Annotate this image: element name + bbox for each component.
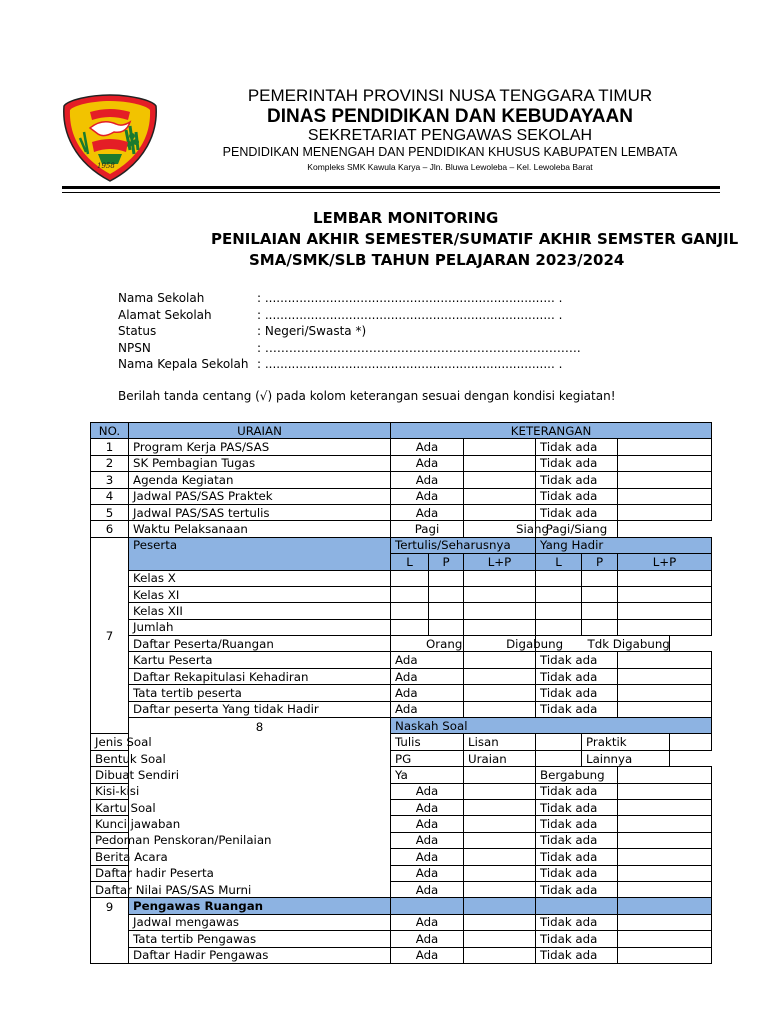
ada-label: Ada [391,816,464,832]
input-cell[interactable] [582,586,618,602]
ada-label: Ada [391,783,464,799]
row-item: Bentuk Soal [91,750,129,766]
option-lainnya: Lainnya [582,750,670,766]
table-row [91,619,712,635]
info-value: : ............................................................................ . [257,357,563,371]
option-pagi-siang: Pagi/Siang [536,521,618,537]
option-bergabung: Bergabung [536,767,618,783]
ada-checkbox-cell[interactable] [464,504,536,520]
header-keterangan: KETERANGAN [391,423,712,439]
header-hadir: Yang Hadir [536,537,712,553]
row-item: Daftar hadir Peserta [91,865,129,881]
tidak-ada-label: Tidak ada [536,488,618,504]
ada-label: Ada [391,799,464,815]
tidak-ada-label: Tidak ada [536,472,618,488]
table-row [91,701,712,717]
blank-cell [464,898,536,914]
ada-label: Ada [391,685,464,701]
header-no: NO. [91,423,129,439]
row-item: Pedoman Penskoran/Penilaian [91,832,129,848]
ada-label: Ada [391,931,464,947]
blank-cell [536,898,618,914]
info-value: : ............................................................................ . [257,307,563,322]
ada-checkbox-cell[interactable] [464,881,536,897]
input-cell[interactable] [536,586,582,602]
table-row [91,652,712,668]
table-row [91,504,712,520]
info-value: : ……………………………………………………………………. [257,340,581,355]
table-row [91,603,712,619]
ada-checkbox-cell[interactable] [464,783,536,799]
table-row [91,488,712,504]
section-naskah-soal: Naskah Soal [391,718,712,734]
row-no: 2 [91,455,129,471]
ada-checkbox-cell[interactable] [464,685,536,701]
row-no: 4 [91,488,129,504]
row-item: Kunci jawaban [91,816,129,832]
tidak-ada-label: Tidak ada [536,799,618,815]
section-peserta: Peserta [129,537,391,570]
blank-cell [391,898,464,914]
ada-label: Ada [391,701,464,717]
header-agency: DINAS PENDIDIKAN DAN KEBUDAYAAN [267,106,633,127]
ada-checkbox-cell[interactable] [464,439,536,455]
option-siang: Siang [464,521,536,537]
table-row [91,685,712,701]
header-address: Kompleks SMK Kawula Karya – Jln. Bluwa Lewoleba – Kel. Lewoleba Barat [307,162,593,172]
input-cell[interactable] [536,619,582,635]
tidak-ada-checkbox-cell[interactable] [618,816,712,832]
uraian-checkbox-cell[interactable] [536,750,582,766]
row-no: 6 [91,521,129,537]
tidak-ada-checkbox-cell[interactable] [618,455,712,471]
header-tertulis: Tertulis/Seharusnya [391,537,536,553]
table-row [91,586,712,602]
input-cell[interactable] [582,619,618,635]
tidak-ada-checkbox-cell[interactable] [618,832,712,848]
tidak-ada-label: Tidak ada [536,816,618,832]
lisan-checkbox-cell[interactable] [536,734,582,750]
ada-label: Ada [391,865,464,881]
row-item: Program Kerja PAS/SAS [129,439,391,455]
table-row [91,898,712,914]
row-item: Jadwal PAS/SAS tertulis [129,504,391,520]
input-cell[interactable] [429,570,464,586]
input-cell[interactable] [464,570,536,586]
ada-checkbox-cell[interactable] [464,652,536,668]
row-no: 3 [91,472,129,488]
ada-checkbox-cell[interactable] [464,849,536,865]
input-cell[interactable] [618,586,712,602]
ada-checkbox-cell[interactable] [464,865,536,881]
blank-cell [618,898,712,914]
row-no: 1 [91,439,129,455]
tidak-ada-checkbox-cell[interactable] [618,472,712,488]
row-item: Kelas XII [129,603,391,619]
col-p: P [429,554,464,570]
ya-checkbox-cell[interactable] [464,767,536,783]
input-cell[interactable] [582,570,618,586]
table-row [91,439,712,455]
tidak-ada-label: Tidak ada [536,881,618,897]
ada-label: Ada [391,439,464,455]
ada-checkbox-cell[interactable] [464,816,536,832]
table-row [91,832,712,848]
table-header-row [91,423,712,439]
tidak-ada-label: Tidak ada [536,832,618,848]
tidak-ada-checkbox-cell[interactable] [618,799,712,815]
blank-cell [618,521,712,537]
info-label: NPSN [118,340,151,355]
table-row [91,914,712,930]
doc-title: LEMBAR MONITORING [313,209,499,227]
option-pagi: Pagi [391,521,464,537]
row-item: Tata tertib peserta [129,685,391,701]
tidak-ada-label: Tidak ada [536,685,618,701]
government-seal-logo [60,92,160,184]
tidak-ada-label: Tidak ada [536,849,618,865]
row-item: Kelas X [129,570,391,586]
ada-checkbox-cell[interactable] [464,701,536,717]
tidak-ada-checkbox-cell[interactable] [618,881,712,897]
tidak-ada-checkbox-cell[interactable] [618,685,712,701]
blank-cell [670,750,712,766]
tidak-ada-checkbox-cell[interactable] [618,439,712,455]
option-praktik: Praktik [582,734,670,750]
tidak-ada-checkbox-cell[interactable] [618,668,712,684]
table-row [91,668,712,684]
table-row [91,472,712,488]
input-cell[interactable] [464,603,536,619]
table-row [91,455,712,471]
input-cell[interactable] [464,619,536,635]
option-pg: PG [391,750,464,766]
table-row [91,570,712,586]
ada-checkbox-cell[interactable] [464,931,536,947]
tidak-ada-checkbox-cell[interactable] [618,488,712,504]
table-row [91,718,712,734]
ada-label: Ada [391,881,464,897]
section-pengawas: Pengawas Ruangan [129,898,391,914]
row-item: Jumlah [129,619,391,635]
tidak-ada-label: Tidak ada [536,668,618,684]
info-label: Nama Kepala Sekolah [118,357,249,371]
tidak-ada-label: Tidak ada [536,914,618,930]
logo-year: 1958 [97,162,115,170]
ada-label: Ada [391,668,464,684]
row-item: Kelas XI [129,586,391,602]
bergabung-checkbox-cell[interactable] [618,767,712,783]
row-item: Daftar Peserta/Ruangan [129,636,391,652]
table-row [91,931,712,947]
ada-label: Ada [391,472,464,488]
input-cell[interactable] [429,603,464,619]
header-government: PEMERINTAH PROVINSI NUSA TENGGARA TIMUR [247,86,653,105]
tidak-ada-label: Tidak ada [536,701,618,717]
row-item: Agenda Kegiatan [129,472,391,488]
input-cell[interactable] [618,603,712,619]
row-no: 9 [91,898,129,964]
ada-label: Ada [391,832,464,848]
input-cell[interactable] [464,586,536,602]
input-cell[interactable] [391,603,429,619]
tidak-ada-label: Tidak ada [536,652,618,668]
option-uraian: Uraian [464,750,536,766]
col-lp: L+P [464,554,536,570]
blank-cell [670,636,712,652]
tidak-ada-checkbox-cell[interactable] [618,701,712,717]
row-item: Daftar Nilai PAS/SAS Murni [91,881,129,897]
ada-label: Ada [391,849,464,865]
info-label: Nama Sekolah [118,291,205,305]
ada-checkbox-cell[interactable] [464,472,536,488]
digabung-text: Digabung [506,636,564,651]
ada-checkbox-cell[interactable] [464,799,536,815]
tidak-ada-checkbox-cell[interactable] [618,914,712,930]
ada-label: Ada [391,488,464,504]
tidak-ada-checkbox-cell[interactable] [618,865,712,881]
input-cell[interactable] [429,586,464,602]
tidak-ada-label: Tidak ada [536,455,618,471]
tidak-ada-label: Tidak ada [536,783,618,799]
table-row [91,636,712,652]
col-lp: L+P [618,554,712,570]
option-tulis: Tulis [391,734,464,750]
praktik-checkbox-cell[interactable] [670,734,712,750]
tidak-ada-checkbox-cell[interactable] [618,783,712,799]
input-cell[interactable] [582,603,618,619]
row-item: Daftar Rekapitulasi Kehadiran [129,668,391,684]
ada-label: Ada [391,504,464,520]
row-item: Berita Acara [91,849,129,865]
info-label: Status [118,324,157,338]
row-item: Kartu Peserta [129,652,391,668]
table-row [91,881,712,897]
ada-checkbox-cell[interactable] [464,832,536,848]
input-cell[interactable] [391,586,429,602]
header-secretariat: SEKRETARIAT PENGAWAS SEKOLAH [307,127,593,144]
table-row [91,537,712,553]
option-lisan: Lisan [464,734,536,750]
tidak-ada-checkbox-cell[interactable] [618,504,712,520]
tidak-ada-label: Tidak ada [536,931,618,947]
row-item: Kartu Soal [91,799,129,815]
row-item: Daftar peserta Yang tidak Hadir [129,701,391,717]
ada-checkbox-cell[interactable] [464,488,536,504]
row-item: Jadwal PAS/SAS Praktek [129,488,391,504]
tidak-ada-label: Tidak ada [536,439,618,455]
tidak-ada-checkbox-cell[interactable] [618,849,712,865]
ada-label: Ada [391,455,464,471]
header-rule-thin [62,192,720,193]
doc-subtitle: PENILAIAN AKHIR SEMESTER/SUMATIF AKHIR SEMSTER GANJIL [211,230,739,248]
row-no: 8 [129,718,391,898]
row-item: Waktu Pelaksanaan [129,521,391,537]
ada-checkbox-cell[interactable] [464,914,536,930]
col-l: L [536,554,582,570]
col-p: P [582,554,618,570]
input-cell[interactable] [618,619,712,635]
ada-checkbox-cell[interactable] [464,668,536,684]
table-row [91,865,712,881]
row-item: Jenis Soal [91,734,129,750]
ada-label: Ada [391,914,464,930]
tidak-ada-label: Tidak ada [536,504,618,520]
monitoring-table [90,422,712,964]
table-row [91,947,712,963]
input-cell[interactable] [391,619,429,635]
row-item: Dibuat Sendiri [91,767,129,783]
ada-checkbox-cell[interactable] [464,455,536,471]
row-item: Kisi-kisi [91,783,129,799]
row-item: SK Pembagian Tugas [129,455,391,471]
row-item: Tata tertib Pengawas [129,931,391,947]
tidak-ada-label: Tidak ada [536,947,618,963]
input-cell[interactable] [429,619,464,635]
tdk-digabung-label: Tdk Digabung [582,636,670,652]
tidak-ada-label: Tidak ada [536,865,618,881]
orang-label: Orang [426,636,463,651]
ada-checkbox-cell[interactable] [464,947,536,963]
ada-label: Ada [391,947,464,963]
col-l: L [391,554,429,570]
ada-label: Ada [391,652,464,668]
input-cell[interactable] [536,570,582,586]
input-cell[interactable] [536,603,582,619]
header-division: PENDIDIKAN MENENGAH DAN PENDIDIKAN KHUSUS KABUPATEN LEMBATA [222,145,678,159]
row-no: 5 [91,504,129,520]
row-item: Jadwal mengawas [129,914,391,930]
tidak-ada-checkbox-cell[interactable] [618,947,712,963]
tidak-ada-checkbox-cell[interactable] [618,931,712,947]
doc-subtitle-2: SMA/SMK/SLB TAHUN PELAJARAN 2023/2024 [249,251,625,269]
row-no: 7 [91,537,129,734]
input-cell[interactable] [391,570,429,586]
tidak-ada-checkbox-cell[interactable] [618,652,712,668]
info-value: : ............................................................................ . [257,291,563,305]
digabung-label [426,636,564,652]
table-row [91,521,712,537]
info-value: : Negeri/Swasta *) [257,324,367,338]
header-uraian: URAIAN [129,423,391,439]
input-cell[interactable] [618,570,712,586]
option-ya: Ya [391,767,464,783]
info-label: Alamat Sekolah [118,307,212,322]
row-item: Daftar Hadir Pengawas [129,947,391,963]
header-rule-thick [62,186,720,189]
instruction-text: Berilah tanda centang (√) pada kolom keterangan sesuai dengan kondisi kegiatan! [118,389,616,403]
